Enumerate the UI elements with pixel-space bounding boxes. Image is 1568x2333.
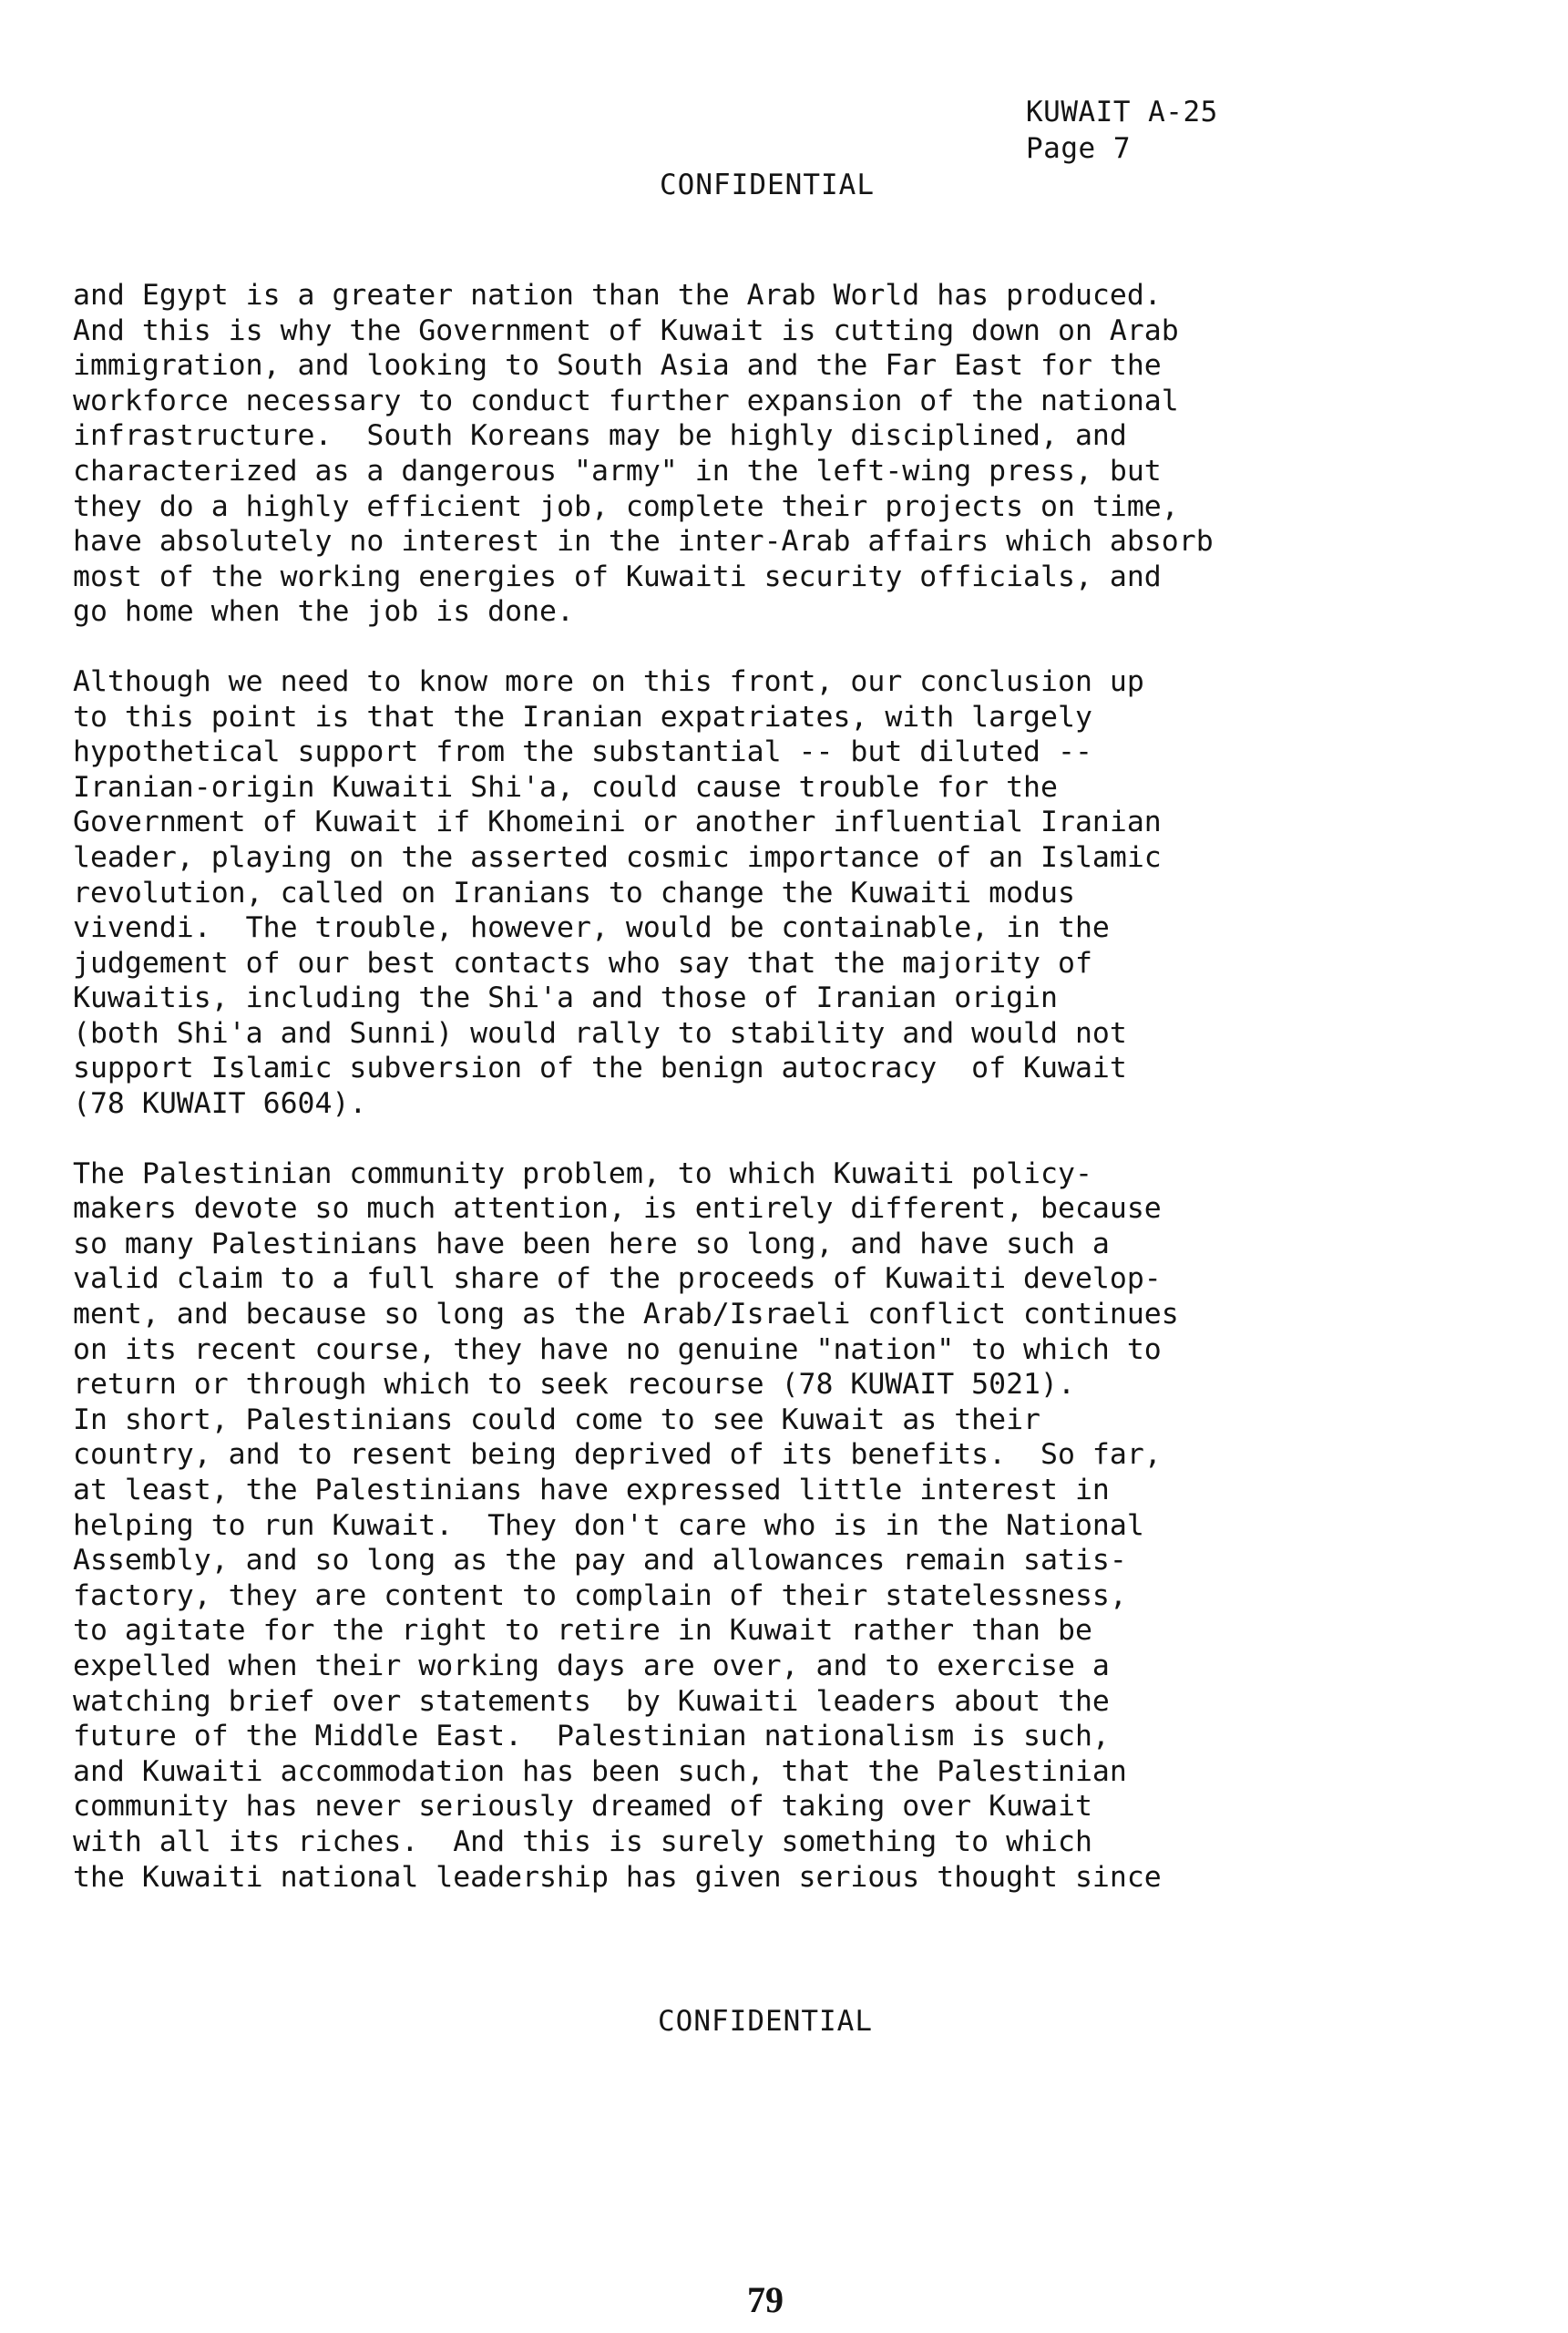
- text-line: vivendi. The trouble, however, would be containable, in the: [73, 911, 1110, 945]
- document-body: [73, 278, 1531, 1929]
- text-line: to agitate for the right to retire in Kuwait rather than be: [73, 1614, 1092, 1648]
- text-line: (both Shi'a and Sunni) would rally to stability and would not: [73, 1016, 1127, 1050]
- text-line: future of the Middle East. Palestinian nationalism is such,: [73, 1720, 1110, 1753]
- text-line: makers devote so much attention, is entirely different, because: [73, 1192, 1162, 1226]
- text-line: country, and to resent being deprived of its benefits. So far,: [73, 1438, 1162, 1472]
- text-line: The Palestinian community problem, to which Kuwaiti policy-: [73, 1156, 1092, 1190]
- paragraph: [73, 664, 1531, 1122]
- text-line: most of the working energies of Kuwaiti security officials, and: [73, 560, 1162, 593]
- text-line: ment, and because so long as the Arab/Israeli conflict continues: [73, 1298, 1179, 1331]
- document-reference: [1026, 94, 1218, 167]
- classification-marking-bottom: CONFIDENTIAL: [658, 2005, 873, 2038]
- text-line: with all its riches. And this is surely something to which: [73, 1824, 1092, 1858]
- text-line: to this point is that the Iranian expatriates, with largely: [73, 700, 1092, 734]
- text-line: they do a highly efficient job, complete their projects on time,: [73, 489, 1179, 523]
- text-line: Assembly, and so long as the pay and allowances remain satis-: [73, 1544, 1127, 1578]
- text-line: community has never seriously dreamed of taking over Kuwait: [73, 1790, 1092, 1824]
- text-line: return or through which to seek recourse (78 KUWAIT 5021).: [73, 1368, 1075, 1402]
- text-line: watching brief over statements by Kuwaiti leaders about the: [73, 1684, 1110, 1718]
- text-line: helping to run Kuwait. They don't care who is in the National: [73, 1508, 1144, 1542]
- text-line: Kuwaitis, including the Shi'a and those of Iranian origin: [73, 982, 1058, 1015]
- text-line: workforce necessary to conduct further expansion of the national: [73, 384, 1179, 417]
- text-line: at least, the Palestinians have expressed little interest in: [73, 1474, 1110, 1506]
- text-line: revolution, called on Iranians to change the Kuwaiti modus: [73, 876, 1075, 910]
- text-line: Iranian-origin Kuwaiti Shi'a, could cause trouble for the: [73, 770, 1058, 804]
- text-line: support Islamic subversion of the benign autocracy of Kuwait: [73, 1052, 1127, 1085]
- document-ref-number: KUWAIT A-25: [1026, 96, 1218, 128]
- text-line: the Kuwaiti national leadership has given serious thought since: [73, 1860, 1162, 1894]
- text-line: and Egypt is a greater nation than the Arab World has produced.: [73, 279, 1162, 312]
- text-line: hypothetical support from the substantial -- but diluted --: [73, 735, 1092, 769]
- text-line: characterized as a dangerous "army" in the left-wing press, but: [73, 454, 1162, 488]
- text-line: expelled when their working days are over, and to exercise a: [73, 1649, 1110, 1682]
- text-line: And this is why the Government of Kuwait is cutting down on Arab: [73, 313, 1179, 347]
- page-label: Page 7: [1026, 132, 1131, 165]
- page-number: 79: [747, 2279, 784, 2320]
- text-line: leader, playing on the asserted cosmic importance of an Islamic: [73, 840, 1162, 874]
- text-line: In short, Palestinians could come to see Kuwait as their: [73, 1403, 1041, 1436]
- paragraph: [73, 1156, 1531, 1895]
- text-line: infrastructure. South Koreans may be highly disciplined, and: [73, 419, 1127, 453]
- text-line: on its recent course, they have no genuine "nation" to which to: [73, 1332, 1162, 1366]
- text-line: so many Palestinians have been here so long, and have such a: [73, 1227, 1110, 1260]
- text-line: judgement of our best contacts who say that the majority of: [73, 946, 1092, 980]
- text-line: immigration, and looking to South Asia and the Far East for the: [73, 349, 1162, 383]
- text-line: have absolutely no interest in the inter-Arab affairs which absorb: [73, 525, 1214, 559]
- text-line: go home when the job is done.: [73, 595, 574, 629]
- text-line: valid claim to a full share of the proceeds of Kuwaiti develop-: [73, 1262, 1162, 1296]
- text-line: Government of Kuwait if Khomeini or another influential Iranian: [73, 806, 1162, 839]
- classification-marking-top: CONFIDENTIAL: [660, 169, 875, 201]
- text-line: factory, they are content to complain of their statelessness,: [73, 1578, 1127, 1612]
- text-line: and Kuwaiti accommodation has been such, that the Palestinian: [73, 1754, 1127, 1788]
- paragraph: [73, 278, 1531, 630]
- text-line: Although we need to know more on this front, our conclusion up: [73, 664, 1144, 698]
- text-line: (78 KUWAIT 6604).: [73, 1087, 367, 1121]
